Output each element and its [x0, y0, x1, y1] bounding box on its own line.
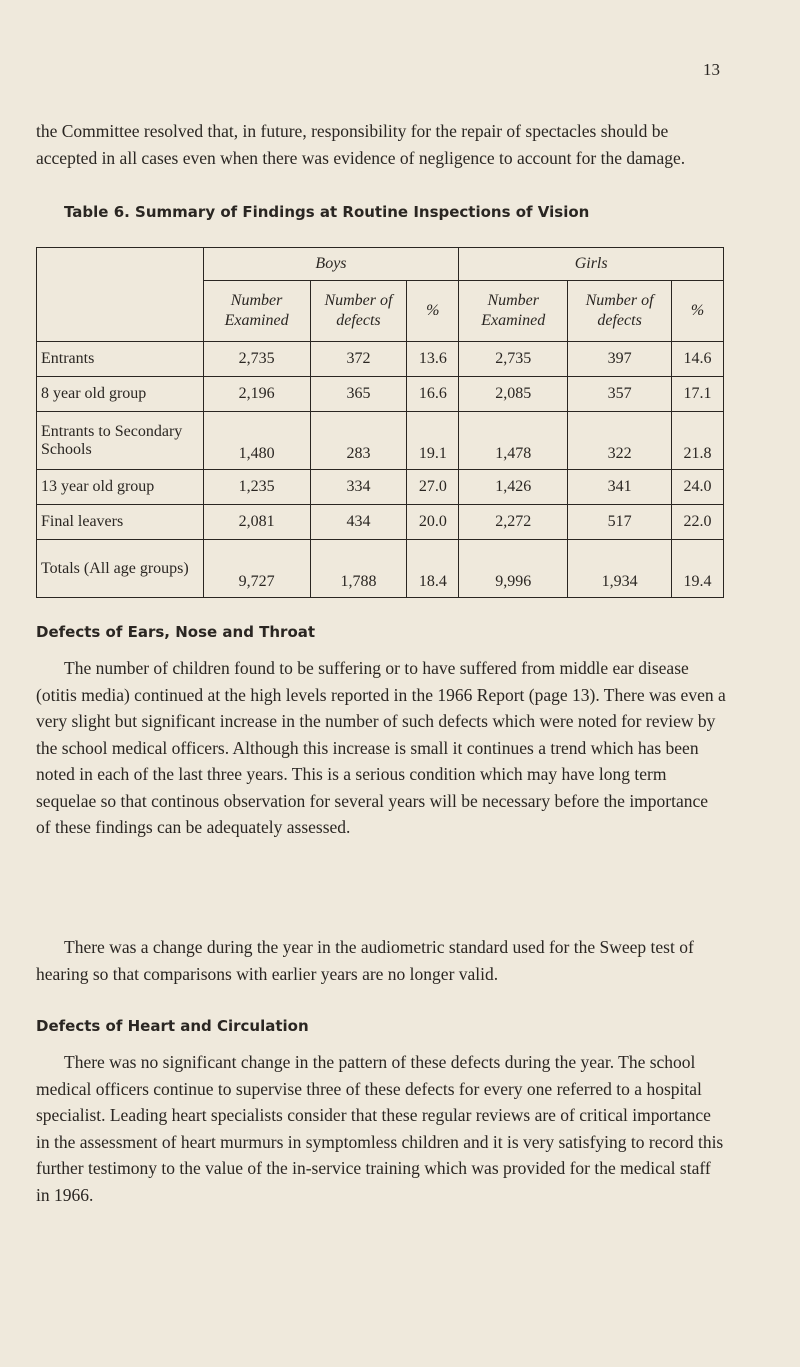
table-cell: 22.0 [672, 505, 724, 540]
page-number: 13 [703, 60, 720, 79]
table-corner-cell [37, 248, 204, 342]
row-label: 13 year old group [37, 470, 204, 505]
table-cell: 19.1 [407, 412, 459, 470]
section-heading-heart: Defects of Heart and Circulation [36, 1017, 309, 1035]
table-cell: 2,272 [459, 505, 568, 540]
column-header: % [407, 281, 459, 342]
heart-paragraph: There was no significant change in the pattern of these defects during the year. The school medical officers continue to supervise three of these defects for every one referred to a hospital specialist. Leading heart specialists consider that these regular reviews are of critical importance in the assessment of heart murmurs in symptomless children and it is very satisfying to record this further testimony to the value of the in-service training which was provided for the medical staff in 1966. [36, 1052, 724, 1205]
column-header: Number Examined [459, 281, 568, 342]
table-cell: 341 [568, 470, 672, 505]
column-header: Number Examined [203, 281, 310, 342]
intro-paragraph: the Committee resolved that, in future, responsibility for the repair of spectacles should be accepted in all cases even when there was evidence of negligence to account for the damage. [36, 121, 686, 168]
table-cell: 1,480 [203, 412, 310, 470]
table-cell: 357 [568, 377, 672, 412]
group-header-boys: Boys [203, 248, 459, 281]
table-cell: 434 [310, 505, 407, 540]
ears-paragraph-1: The number of children found to be suffering or to have suffered from middle ear disease (otitis media) continued at the high levels reported in the 1966 Report (page 13). There was even a very slight but significant increase in the number of such defects which were noted for review by the school medical officers. Although this increase is small it continues a trend which has been noted in each of the last three years. This is a serious condition which may have long term sequelae so that continous observation for several years will be necessary before the importance of these findings can be adequately assessed. [36, 658, 726, 837]
table-cell: 2,735 [203, 342, 310, 377]
table-cell: 334 [310, 470, 407, 505]
group-header-girls: Girls [459, 248, 724, 281]
table-cell: 1,788 [310, 540, 407, 598]
row-label: 8 year old group [37, 377, 204, 412]
table-row [37, 412, 724, 470]
table-cell: 1,478 [459, 412, 568, 470]
table-cell: 9,727 [203, 540, 310, 598]
table-cell: 16.6 [407, 377, 459, 412]
table-cell: 2,085 [459, 377, 568, 412]
table-cell: 365 [310, 377, 407, 412]
table-row [37, 505, 724, 540]
ears-paragraph-2: There was a change during the year in the audiometric standard used for the Sweep test of hearing so that comparisons with earlier years are no longer valid. [36, 937, 694, 984]
column-header: Number of defects [568, 281, 672, 342]
table-cell: 21.8 [672, 412, 724, 470]
table-cell: 13.6 [407, 342, 459, 377]
table-cell: 397 [568, 342, 672, 377]
table-row [37, 540, 724, 598]
section-heading-ears: Defects of Ears, Nose and Throat [36, 623, 316, 641]
table-cell: 24.0 [672, 470, 724, 505]
table-row [37, 470, 724, 505]
table-cell: 18.4 [407, 540, 459, 598]
row-label: Totals (All age groups) [37, 540, 204, 598]
table-cell: 27.0 [407, 470, 459, 505]
table-cell: 14.6 [672, 342, 724, 377]
row-label: Entrants [37, 342, 204, 377]
table-cell: 1,235 [203, 470, 310, 505]
table-cell: 283 [310, 412, 407, 470]
row-label: Entrants to Secondary Schools [37, 412, 204, 470]
table-cell: 2,081 [203, 505, 310, 540]
table-title: Table 6. Summary of Findings at Routine Inspections of Vision [64, 203, 590, 221]
vision-findings-table [36, 247, 724, 598]
table-cell: 2,735 [459, 342, 568, 377]
table-cell: 20.0 [407, 505, 459, 540]
table-cell: 1,426 [459, 470, 568, 505]
column-header: Number of defects [310, 281, 407, 342]
table-cell: 19.4 [672, 540, 724, 598]
table-cell: 9,996 [459, 540, 568, 598]
table-row [37, 342, 724, 377]
table-cell: 372 [310, 342, 407, 377]
table-row [37, 377, 724, 412]
table-cell: 17.1 [672, 377, 724, 412]
table-cell: 517 [568, 505, 672, 540]
row-label: Final leavers [37, 505, 204, 540]
table-cell: 1,934 [568, 540, 672, 598]
column-header: % [672, 281, 724, 342]
table-cell: 2,196 [203, 377, 310, 412]
table-cell: 322 [568, 412, 672, 470]
